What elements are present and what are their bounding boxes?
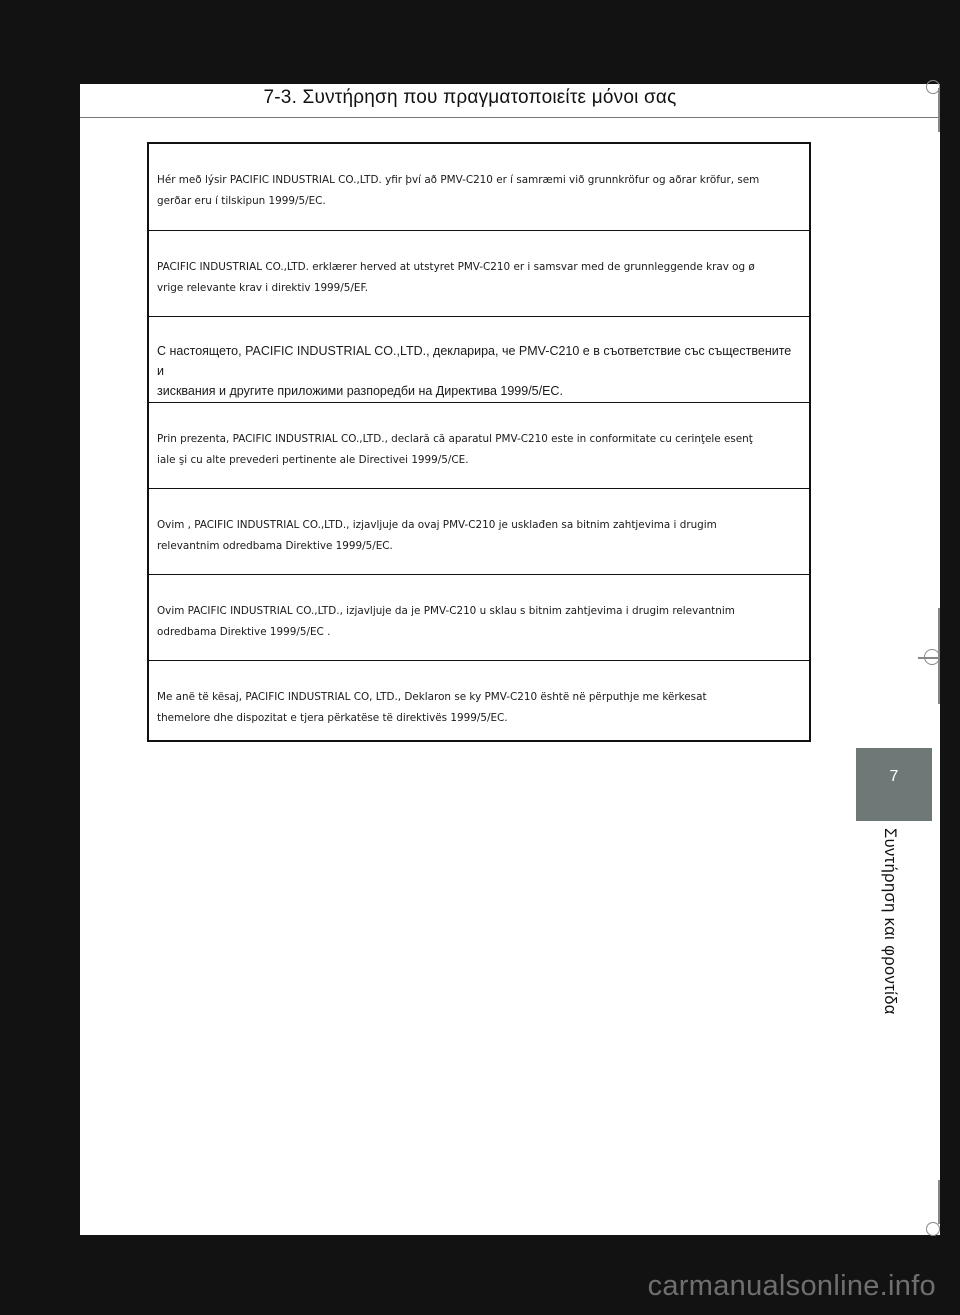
declaration-line: themelore dhe dispozitat e tjera përkatëse të direktivës 1999/5/EC. — [157, 712, 508, 724]
crop-line — [938, 1180, 940, 1224]
chapter-tab[interactable] — [856, 748, 932, 821]
declaration-croatian — [149, 574, 809, 660]
chapter-number: 7 — [889, 768, 899, 785]
declaration-line: gerðar eru í tilskipun 1999/5/EC. — [157, 195, 326, 207]
declaration-line: Ovim , PACIFIC INDUSTRIAL CO.,LTD., izjavljuje da ovaj PMV-C210 je usklađen sa bitnim zahtjevima i drugim — [157, 519, 717, 531]
declaration-line: odredbama Direktive 1999/5/EC . — [157, 626, 331, 638]
declaration-icelandic — [149, 144, 809, 230]
declaration-bosnian — [149, 488, 809, 574]
declaration-bulgarian — [149, 316, 809, 402]
chapter-label: Συντήρηση και φροντίδα — [881, 828, 899, 1015]
declaration-line: vrige relevante krav i direktiv 1999/5/EF. — [157, 282, 369, 294]
crop-line — [938, 88, 940, 132]
declaration-line: Hér með lýsir PACIFIC INDUSTRIAL CO.,LTD. yfir því að PMV-C210 er í samræmi við grunnkröfur og aðrar kröfur, sem — [157, 174, 760, 186]
declaration-line: Me anë të kësaj, PACIFIC INDUSTRIAL CO, LTD., Deklaron se ky PMV-C210 është në përputhje me kërkesat — [157, 691, 707, 703]
crop-line — [918, 657, 940, 659]
manual-page — [80, 84, 940, 1235]
declaration-line: зисквания и другите приложими разпоредби на Директива 1999/5/ЕС. — [157, 384, 563, 398]
declaration-line: Ovim PACIFIC INDUSTRIAL CO.,LTD., izjavljuje da je PMV-C210 u sklau s bitnim zahtjevima i drugim relevantnim — [157, 605, 735, 617]
declaration-line: relevantnim odredbama Direktive 1999/5/EC. — [157, 540, 393, 552]
declaration-line: iale şi cu alte prevederi pertinente ale Directivei 1999/5/CE. — [157, 454, 469, 466]
header-divider — [80, 117, 940, 118]
crop-line — [938, 608, 940, 704]
declaration-norwegian — [149, 230, 809, 316]
watermark-text: carmanualsonline.info — [647, 1270, 936, 1302]
declaration-table — [147, 142, 811, 742]
page-title: 7-3. Συντήρηση που πραγματοποιείτε μόνοι σας — [263, 87, 677, 108]
declaration-romanian — [149, 402, 809, 488]
declaration-line: PACIFIC INDUSTRIAL CO.,LTD. erklærer herved at utstyret PMV-C210 er i samsvar med de grunnleggende krav og ø — [157, 261, 755, 273]
crop-mark-icon — [926, 1222, 940, 1236]
declaration-albanian — [149, 660, 809, 742]
declaration-line: С настоящето, PACIFIC INDUSTRIAL CO.,LTD., декларира, че PMV-C210 е в съответствие със съществените и — [157, 344, 792, 378]
declaration-line: Prin prezenta, PACIFIC INDUSTRIAL CO.,LTD., declară că aparatul PMV-C210 este in conformitate cu cerinţele esenţ — [157, 433, 753, 445]
